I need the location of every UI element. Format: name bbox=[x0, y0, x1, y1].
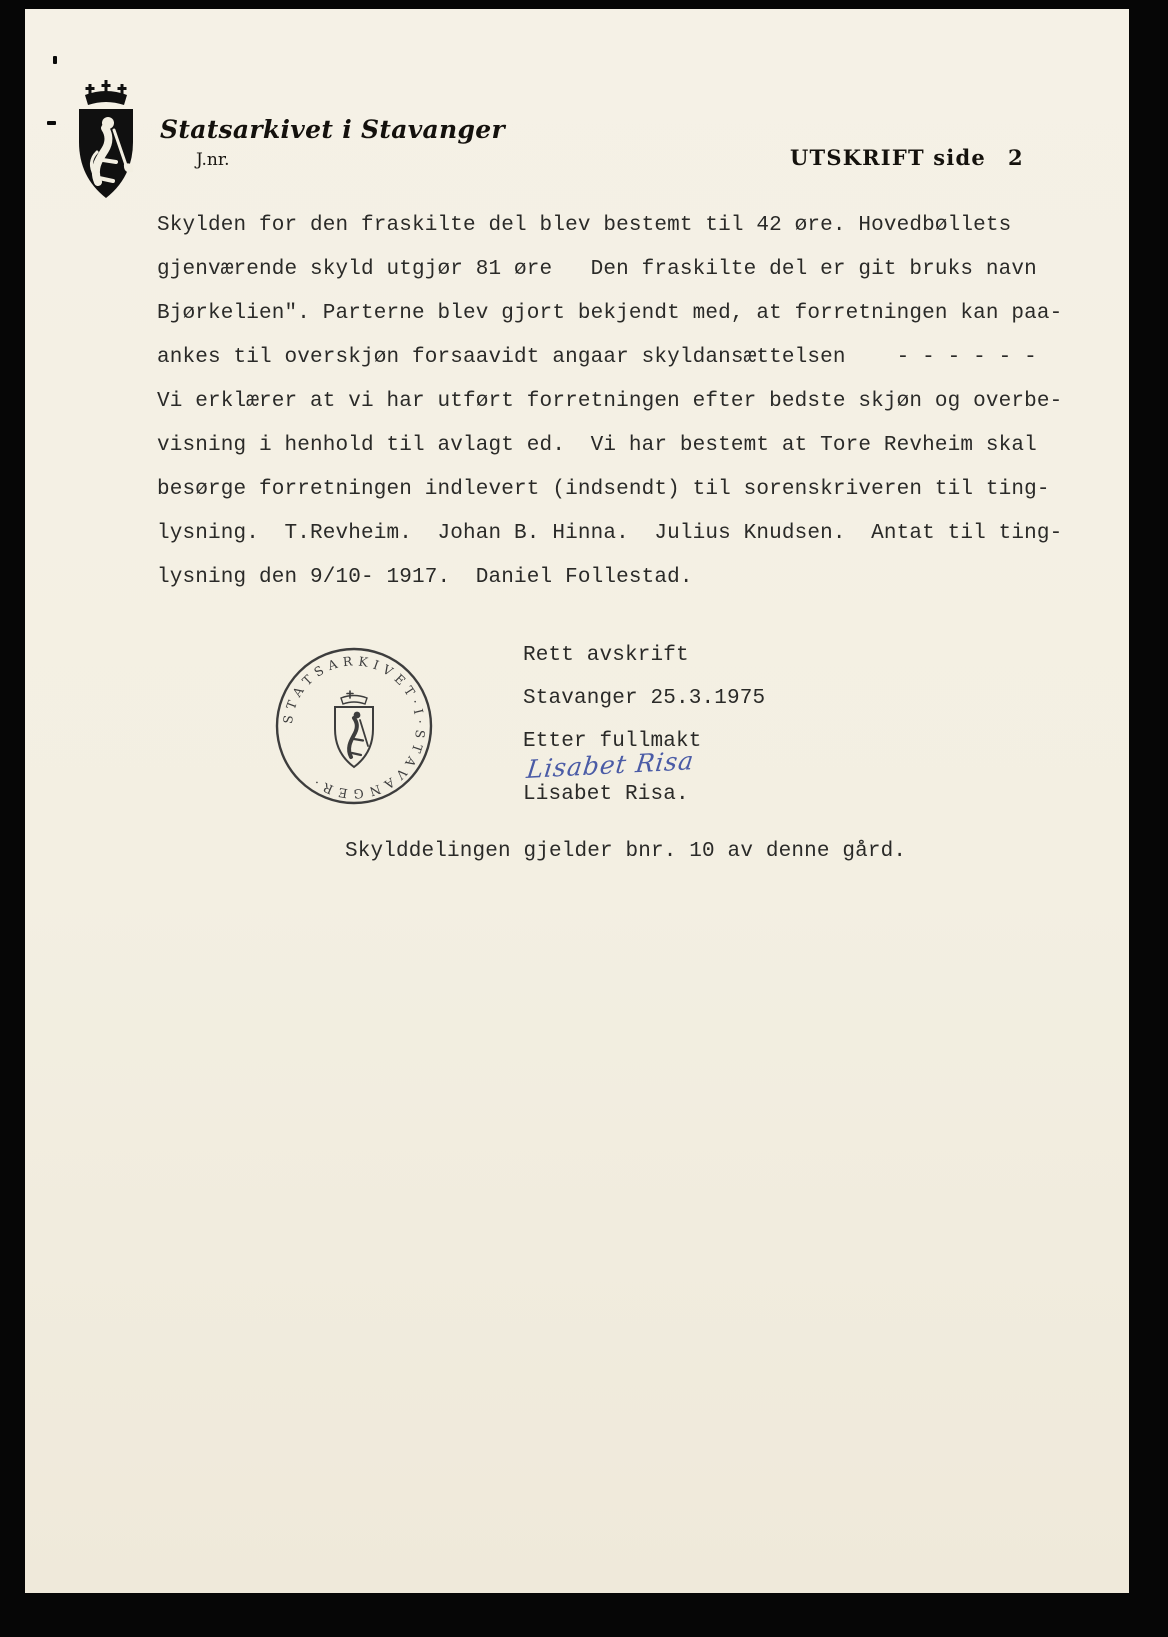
archive-seal bbox=[271, 643, 437, 809]
attestation-certify: Rett avskrift bbox=[523, 644, 689, 667]
document-line: Bjørkelien". Parterne blev gjort bekjendt med, at forretningen kan paa- bbox=[157, 302, 1063, 325]
crown-icon bbox=[85, 80, 127, 105]
print-header bbox=[790, 145, 1024, 170]
document-line: visning i henhold til avlagt ed. Vi har bestemt at Tore Revheim skal bbox=[157, 434, 1037, 457]
signature-printed-name: Lisabet Risa. bbox=[523, 783, 689, 806]
attestation-authority: Etter fullmakt bbox=[523, 730, 702, 753]
page-number: 2 bbox=[1007, 145, 1024, 170]
signature: Lisabet Risa bbox=[525, 745, 697, 784]
document-body bbox=[157, 214, 1062, 610]
seal-coat-of-arms bbox=[335, 691, 373, 767]
print-label: UTSKRIFT side bbox=[790, 145, 986, 170]
seal-ring-text bbox=[280, 653, 428, 801]
document-line: Skylden for den fraskilte del blev bestemt til 42 øre. Hovedbøllets bbox=[157, 214, 1012, 237]
attestation-place-date: Stavanger 25.3.1975 bbox=[523, 687, 766, 710]
archive-name: Statsarkivet i Stavanger bbox=[160, 115, 505, 144]
footnote: Skylddelingen gjelder bnr. 10 av denne gård. bbox=[345, 840, 907, 863]
document-line: besørge forretningen indlevert (indsendt) til sorenskriveren til ting- bbox=[157, 478, 1050, 501]
journal-number-label: J.nr. bbox=[196, 150, 230, 170]
scan-artifact bbox=[53, 56, 57, 64]
document-line: lysning. T.Revheim. Johan B. Hinna. Julius Knudsen. Antat til ting- bbox=[157, 522, 1063, 545]
document-line: lysning den 9/10- 1917. Daniel Follestad. bbox=[157, 566, 693, 589]
coat-of-arms-logo bbox=[64, 78, 148, 204]
scan-artifact bbox=[47, 121, 56, 125]
document-line: ankes til overskjøn forsaavidt angaar skyldansættelsen - - - - - - bbox=[157, 346, 1037, 369]
document-line: Vi erklærer at vi har utført forretningen efter bedste skjøn og overbe- bbox=[157, 390, 1063, 413]
seal-ring-textpath: S T A T S A R K I V E T · I · S T A V A N G E R · bbox=[279, 653, 429, 802]
document-line: gjenværende skyld utgjør 81 øre Den fraskilte del er git bruks navn bbox=[157, 258, 1037, 281]
